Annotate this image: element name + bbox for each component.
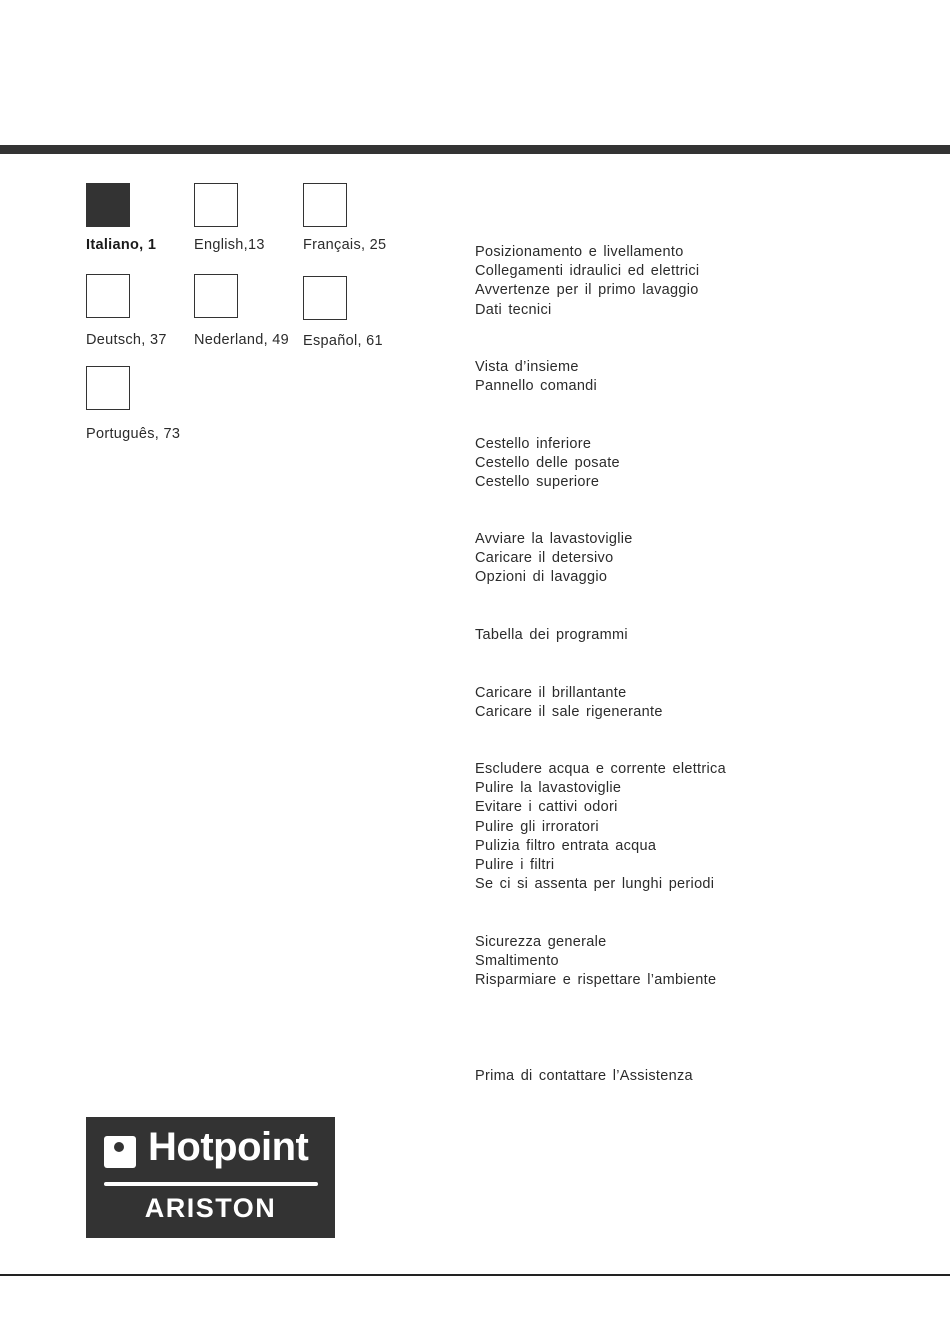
toc-item[interactable]: Prima di contattare l’Assistenza (475, 1068, 693, 1084)
logo-divider (104, 1182, 318, 1186)
toc-item[interactable]: Opzioni di lavaggio (475, 569, 608, 586)
language-checkbox[interactable] (194, 274, 238, 318)
language-checkbox[interactable] (86, 366, 130, 410)
toc-item[interactable]: Caricare il detersivo (475, 550, 614, 567)
language-option-francais[interactable] (303, 183, 387, 253)
toc-item[interactable]: Pannello comandi (475, 378, 598, 395)
language-checkbox[interactable] (303, 183, 347, 227)
toc-item[interactable]: Cestello superiore (475, 474, 600, 491)
toc-section-installazione (475, 243, 699, 320)
toc-section-descrizione (475, 358, 597, 396)
toc-item[interactable]: Caricare il brillantante (475, 685, 627, 701)
toc-section-manutenzione (475, 760, 726, 894)
toc-item[interactable]: Risparmiare e rispettare l’ambiente (475, 972, 717, 989)
language-option-italiano[interactable] (86, 183, 157, 253)
toc-item[interactable]: Escludere acqua e corrente elettrica (475, 761, 726, 777)
hotpoint-ariston-logo (86, 1117, 335, 1238)
toc-item[interactable]: Evitare i cattivi odori (475, 799, 618, 816)
toc-item[interactable]: Sicurezza generale (475, 934, 607, 950)
toc-item[interactable]: Avviare la lavastoviglie (475, 531, 633, 547)
toc-section-programmi (475, 626, 628, 645)
toc-section-cestelli (475, 435, 620, 493)
toc-section-additivi (475, 684, 663, 722)
toc-item[interactable]: Cestello inferiore (475, 436, 592, 452)
language-label: Português, 73 (86, 426, 181, 442)
language-label: Français, 25 (303, 237, 387, 253)
language-checkbox[interactable] (303, 276, 347, 320)
language-label: Italiano, 1 (86, 237, 157, 253)
language-checkbox[interactable] (86, 274, 130, 318)
language-label: Español, 61 (303, 333, 383, 349)
toc-item[interactable]: Collegamenti idraulici ed elettrici (475, 263, 700, 280)
toc-item[interactable]: Avvertenze per il primo lavaggio (475, 282, 699, 299)
toc-section-sicurezza (475, 933, 716, 991)
language-label: Deutsch, 37 (86, 332, 167, 348)
logo-brand-top: Hotpoint (148, 1125, 309, 1169)
toc-item[interactable]: Pulire i filtri (475, 857, 555, 874)
language-checkbox-selected[interactable] (86, 183, 130, 227)
footer-rule (0, 1274, 950, 1276)
language-option-espanol[interactable] (303, 276, 383, 349)
toc-item[interactable]: Posizionamento e livellamento (475, 244, 684, 260)
language-label: English,13 (194, 237, 265, 253)
language-checkbox[interactable] (194, 183, 238, 227)
header-bar (0, 145, 950, 154)
toc-item[interactable]: Vista d’insieme (475, 359, 579, 375)
toc-item[interactable]: Pulire la lavastoviglie (475, 780, 622, 797)
language-option-portugues[interactable] (86, 366, 181, 442)
toc-item[interactable]: Se ci si assenta per lunghi periodi (475, 876, 715, 893)
language-option-english[interactable] (194, 183, 265, 253)
language-label: Nederland, 49 (194, 332, 289, 348)
toc-item[interactable]: Smaltimento (475, 953, 559, 970)
logo-mark-icon (104, 1136, 136, 1168)
toc-section-assistenza (475, 1067, 693, 1086)
toc-item[interactable]: Pulire gli irroratori (475, 818, 599, 835)
language-option-deutsch[interactable] (86, 274, 167, 348)
toc-item[interactable]: Tabella dei programmi (475, 627, 628, 643)
toc-item[interactable]: Caricare il sale rigenerante (475, 704, 663, 721)
logo-brand-bottom: ARISTON (144, 1193, 277, 1223)
toc-item[interactable]: Dati tecnici (475, 301, 552, 318)
language-option-nederland[interactable] (194, 274, 289, 348)
toc-section-avvio (475, 530, 633, 588)
toc-item[interactable]: Cestello delle posate (475, 455, 620, 472)
toc-item[interactable]: Pulizia filtro entrata acqua (475, 837, 657, 854)
